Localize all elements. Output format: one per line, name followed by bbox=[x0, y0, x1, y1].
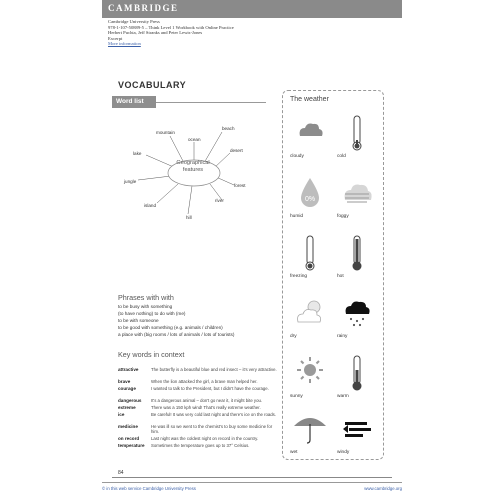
key-word: temperature bbox=[118, 443, 145, 448]
weather-hot bbox=[337, 234, 377, 292]
diagram-center-label bbox=[169, 160, 217, 173]
weather-label: cold bbox=[337, 154, 346, 159]
thermometer-hot-icon bbox=[337, 234, 377, 272]
word-hill: hill bbox=[186, 215, 192, 220]
key-word-sentence: Last night was the coldest night on record in the country. bbox=[151, 436, 259, 441]
cloud-icon bbox=[290, 114, 330, 152]
key-word: extreme bbox=[118, 405, 136, 410]
footer-rule bbox=[102, 482, 402, 483]
wind-icon bbox=[337, 410, 377, 448]
weather-dry bbox=[290, 294, 330, 352]
key-word-sentence: It's a dangerous animal – don't go near it, it might bite you. bbox=[151, 398, 263, 403]
document-header bbox=[102, 0, 402, 50]
vocabulary-title: VOCABULARY bbox=[118, 80, 187, 90]
key-word: on record bbox=[118, 436, 140, 441]
weather-title: The weather bbox=[290, 96, 329, 103]
umbrella-icon bbox=[290, 410, 330, 448]
weather-label: wet bbox=[290, 450, 298, 455]
phrase-item: (to have nothing) to do with (me) bbox=[118, 311, 186, 316]
fog-icon bbox=[337, 174, 377, 212]
key-words-title: Key words in context bbox=[118, 350, 185, 359]
word-forest: forest bbox=[234, 183, 246, 188]
section-rule bbox=[156, 102, 266, 103]
word-desert: desert bbox=[230, 148, 243, 153]
key-word: courage bbox=[118, 386, 136, 391]
copyright-link[interactable]: © in this web service Cambridge University Press bbox=[102, 486, 196, 491]
center-label-line1: Geographical bbox=[176, 160, 210, 166]
sun-icon bbox=[290, 354, 330, 392]
word-lake: lake bbox=[133, 151, 142, 156]
excerpt-line: Excerpt bbox=[108, 35, 123, 41]
rain-cloud-icon bbox=[337, 294, 377, 332]
key-word-sentence: He was ill so we went to the chemist's to buy some medicine for him. bbox=[151, 424, 273, 435]
word-mountain: mountain bbox=[156, 130, 175, 135]
word-ocean: ocean bbox=[188, 137, 201, 142]
key-word-sentence: Be careful! It was very cold last night and there's ice on the roads. bbox=[151, 412, 277, 417]
weather-label: sunny bbox=[290, 394, 303, 399]
weather-windy bbox=[337, 410, 377, 468]
weather-rainy bbox=[337, 294, 377, 352]
thermometer-freezing-icon bbox=[290, 234, 330, 272]
header-meta bbox=[108, 19, 234, 47]
weather-wet bbox=[290, 410, 330, 468]
publisher-brand: CAMBRIDGE bbox=[108, 3, 179, 13]
word-river: river bbox=[215, 198, 224, 203]
weather-sunny bbox=[290, 354, 330, 412]
phrase-item: to be with someone bbox=[118, 318, 159, 323]
word-list-tab: Word list bbox=[112, 96, 156, 108]
weather-label: warm bbox=[337, 394, 349, 399]
cambridge-website-link[interactable]: www.cambridge.org bbox=[364, 486, 402, 491]
word-beach: beach bbox=[222, 126, 235, 131]
phrase-item: to be good with something (e.g. animals / children) bbox=[118, 325, 223, 330]
press-line: Cambridge University Press bbox=[108, 19, 160, 24]
weather-cold bbox=[337, 114, 377, 172]
weather-freezing bbox=[290, 234, 330, 292]
key-word-sentence: There was a 150 kph wind! That's really extreme weather. bbox=[151, 405, 261, 410]
workbook-page bbox=[112, 74, 392, 474]
word-jungle: jungle bbox=[124, 179, 137, 184]
weather-label: humid bbox=[290, 214, 304, 219]
more-information-link[interactable]: More information bbox=[108, 41, 141, 47]
sun-behind-cloud-icon bbox=[290, 294, 330, 332]
key-word: brave bbox=[118, 379, 131, 384]
phrase-item: to be busy with something bbox=[118, 304, 173, 309]
isbn-title-line: 978-1-107-50889-5 – Think Level 1 Workbook with Online Practice bbox=[108, 24, 234, 30]
key-word: attractive bbox=[118, 367, 139, 372]
word-island: island bbox=[144, 203, 157, 208]
key-word-sentence: I wanted to talk to the President, but I didn't have the courage. bbox=[151, 386, 269, 391]
weather-label: freezing bbox=[290, 274, 308, 279]
weather-label: hot bbox=[337, 274, 344, 279]
key-word-sentence: When the lion attacked the girl, a brave man helped her. bbox=[151, 379, 258, 384]
humidity-percent: 0% bbox=[304, 196, 316, 203]
key-word-sentence: The butterfly is a beautiful blue and red insect – it's very attractive. bbox=[151, 367, 277, 372]
thermometer-cold-icon bbox=[337, 114, 377, 152]
weather-foggy bbox=[337, 174, 377, 232]
weather-label: rainy bbox=[337, 334, 348, 339]
key-word: ice bbox=[118, 412, 125, 417]
authors-line: Herbert Puchta, Jeff Stranks and Peter Lewis-Jones bbox=[108, 30, 203, 36]
weather-cloudy bbox=[290, 114, 330, 172]
page-bottom-rule bbox=[112, 477, 392, 478]
key-word: dangerous bbox=[118, 398, 142, 403]
key-word: medicine bbox=[118, 424, 138, 429]
page-number: 84 bbox=[118, 470, 124, 476]
center-label-line2: features bbox=[182, 166, 204, 173]
phrase-item: a place with (big rooms / lots of animals / lots of tourists) bbox=[118, 332, 235, 337]
key-word-sentence: Sometimes the temperature goes up to 37° Celsius. bbox=[151, 443, 250, 448]
weather-label: dry bbox=[290, 334, 297, 339]
thermometer-warm-icon bbox=[337, 354, 377, 392]
weather-label: windy bbox=[337, 450, 350, 455]
phrases-title: Phrases with with bbox=[118, 293, 174, 302]
weather-label: foggy bbox=[337, 214, 349, 219]
weather-warm bbox=[337, 354, 377, 412]
geographical-features-diagram bbox=[112, 110, 277, 230]
weather-label: cloudy bbox=[290, 154, 304, 159]
weather-humid bbox=[290, 174, 330, 232]
humidity-drop-icon bbox=[290, 174, 330, 212]
